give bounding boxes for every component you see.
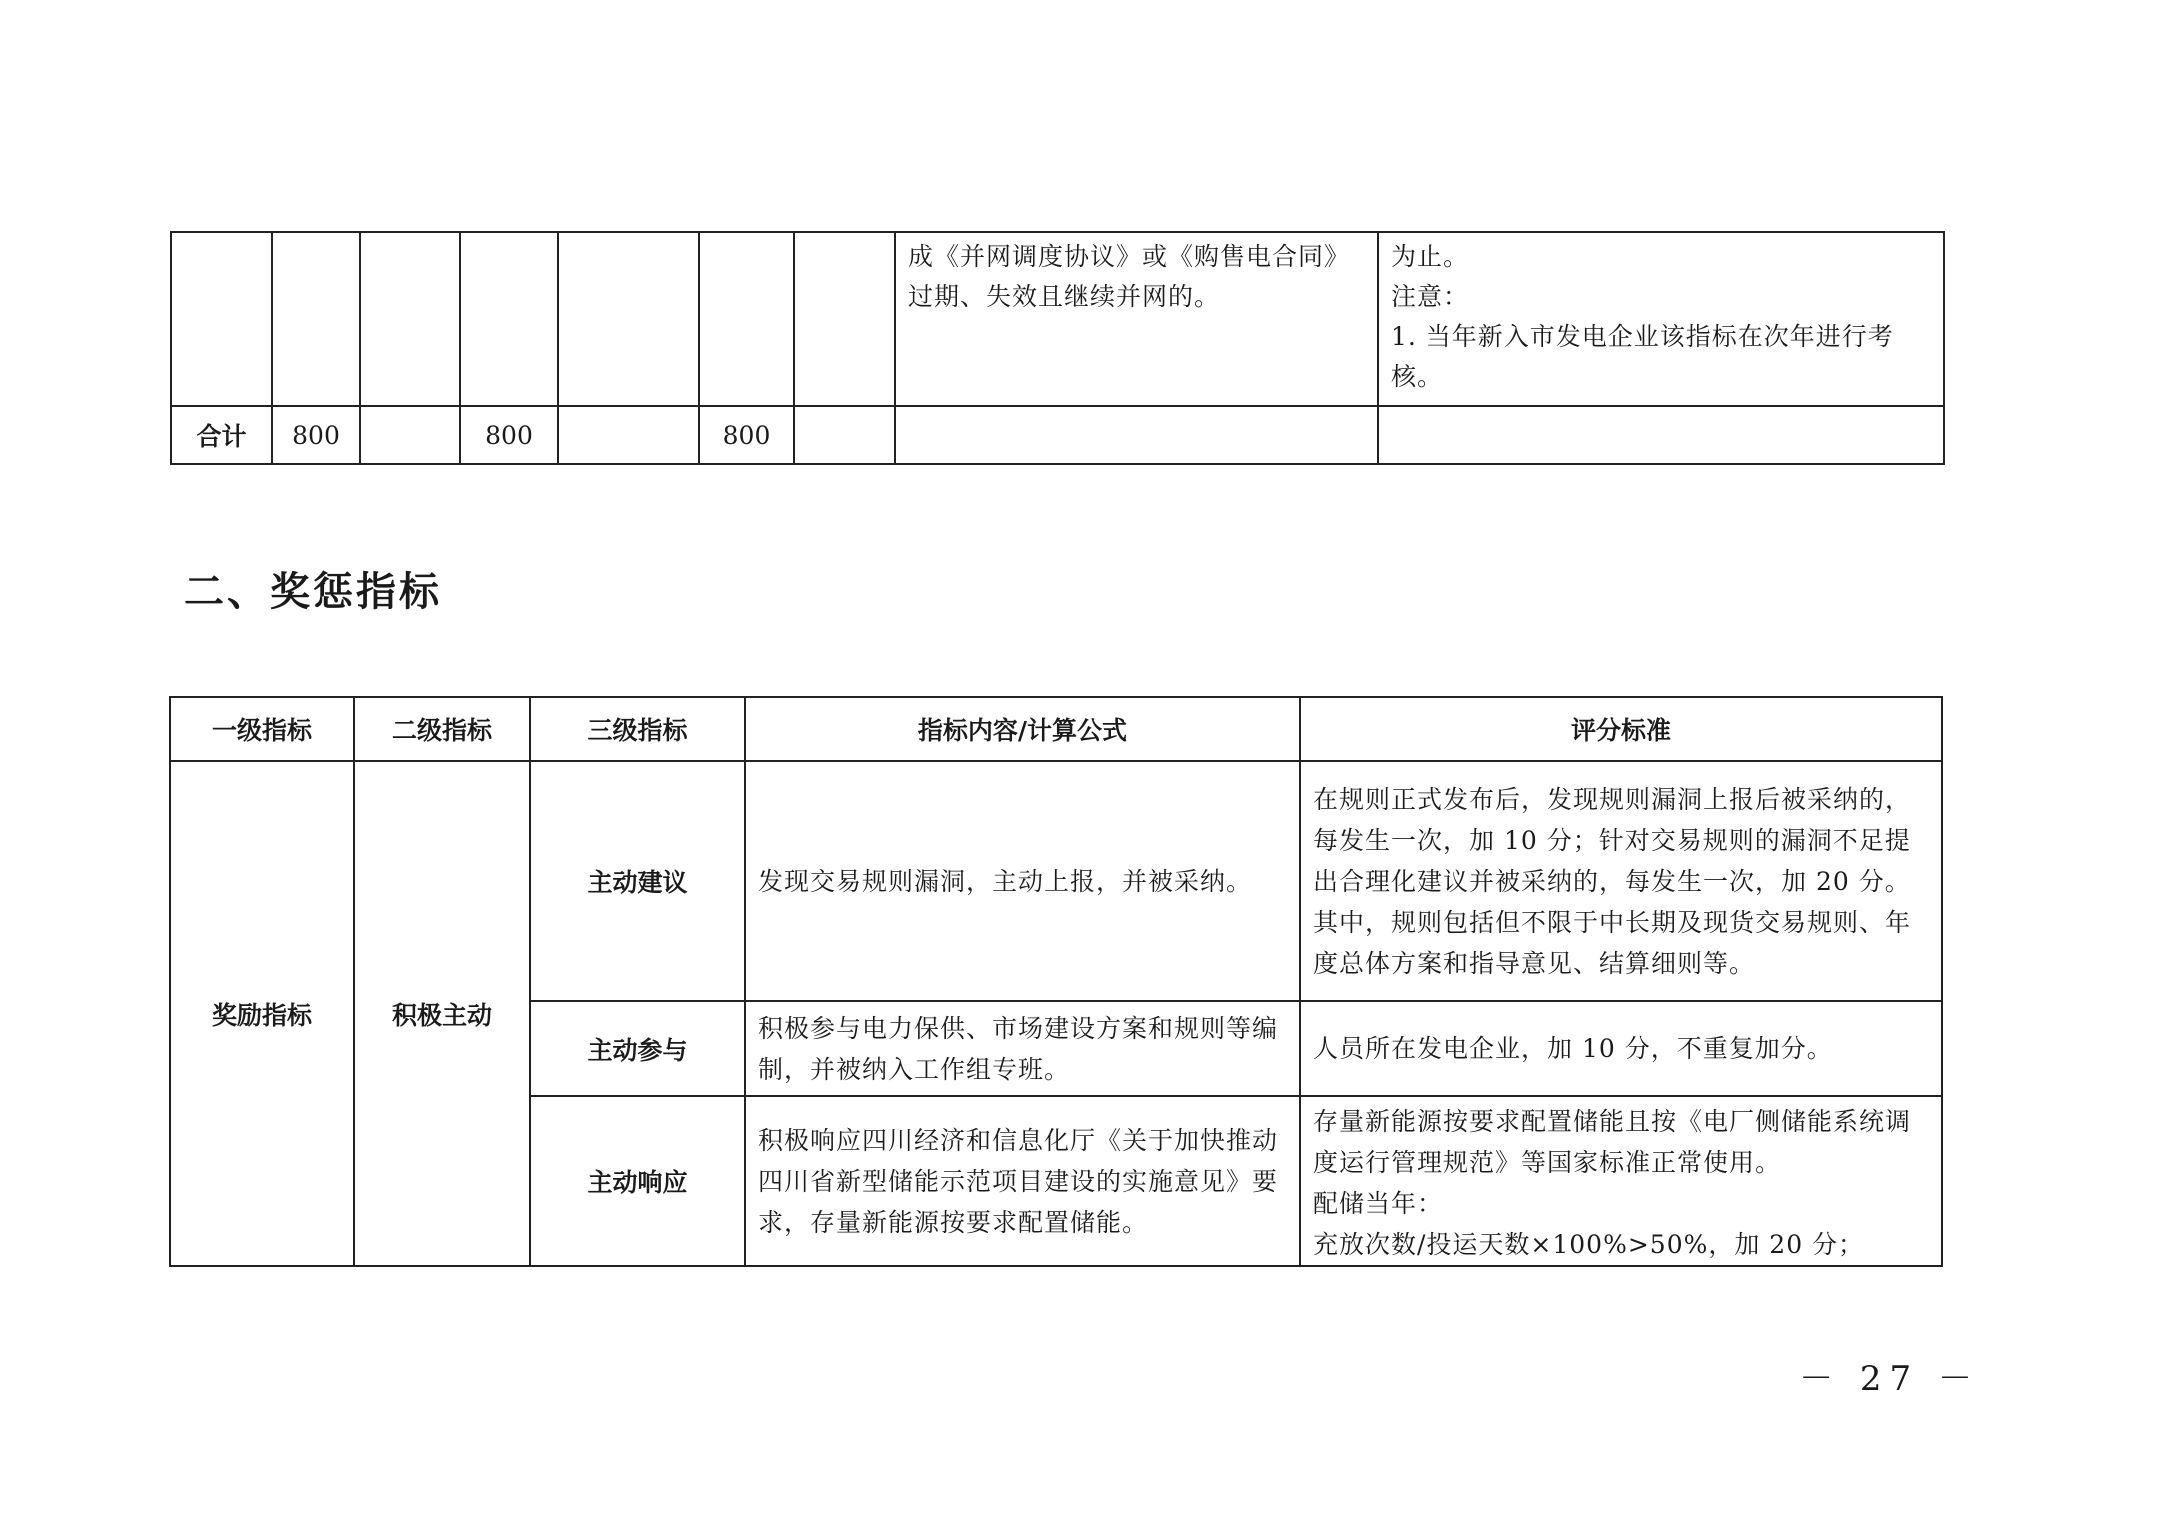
table-cell — [794, 232, 895, 406]
table-cell — [360, 406, 460, 464]
table-cell — [272, 232, 360, 406]
total-row — [171, 406, 1944, 464]
criteria-text: 在规则正式发布后，发现规则漏洞上报后被采纳的，每发生一次，加 10 分；针对交易规则的漏洞不足提出合理化建议并被采纳的，每发生一次，加 20 分。其中，规则包括但不限于中长期及现货交易规则、年度总体方案和指导意见、结算细则等。 — [1313, 784, 1912, 978]
scoring-table-continued — [170, 231, 1945, 465]
criteria-line: 注意： — [1391, 282, 1470, 311]
header-level1: 一级指标 — [170, 697, 354, 761]
table-cell — [1378, 406, 1944, 464]
table-cell — [558, 406, 699, 464]
formula-cell — [895, 232, 1378, 406]
header-criteria: 评分标准 — [1300, 697, 1942, 761]
criteria-cell — [1300, 761, 1942, 1001]
criteria-line: 1. 当年新入市发电企业该指标在次年进行考核。 — [1391, 322, 1894, 391]
formula-text: 成《并网调度协议》或《购售电合同》过期、失效且继续并网的。 — [908, 242, 1351, 311]
content-text: 发现交易规则漏洞，主动上报，并被采纳。 — [758, 866, 1253, 896]
content-cell — [745, 761, 1300, 1001]
total-label: 合计 — [171, 406, 272, 464]
criteria-line: 配储当年： — [1313, 1189, 1444, 1218]
header-level3: 三级指标 — [530, 697, 745, 761]
content-text: 积极参与电力保供、市场建设方案和规则等编制，并被纳入工作组专班。 — [758, 1013, 1279, 1084]
level3-cell: 主动响应 — [530, 1096, 745, 1266]
criteria-line: 为止。 — [1391, 242, 1470, 271]
criteria-line: 存量新能源按要求配置储能且按《电厂侧储能系统调度运行管理规范》等国家标准正常使用。 — [1313, 1107, 1912, 1177]
total-value: 800 — [272, 406, 360, 464]
content-text: 积极响应四川经济和信息化厅《关于加快推动四川省新型储能示范项目建设的实施意见》要求，存量新能源按要求配置储能。 — [758, 1125, 1279, 1237]
table-row — [170, 761, 1942, 1001]
header-level2: 二级指标 — [354, 697, 530, 761]
table-row — [171, 232, 1944, 406]
section-heading: 二、奖惩指标 — [184, 569, 442, 615]
criteria-cell — [1300, 1096, 1942, 1266]
criteria-text: 人员所在发电企业，加 10 分，不重复加分。 — [1313, 1034, 1833, 1063]
level3-cell: 主动参与 — [530, 1001, 745, 1096]
table-cell — [171, 232, 272, 406]
page-number: － 27 － — [1799, 1359, 1980, 1399]
content-cell — [745, 1001, 1300, 1096]
criteria-line: 充放次数/投运天数×100%>50%，加 20 分； — [1313, 1230, 1865, 1259]
level3-cell: 主动建议 — [530, 761, 745, 1001]
total-value: 800 — [460, 406, 558, 464]
level2-cell: 积极主动 — [354, 761, 530, 1266]
table-cell — [558, 232, 699, 406]
table-cell — [360, 232, 460, 406]
table-cell — [794, 406, 895, 464]
table-cell — [895, 406, 1378, 464]
table-cell — [699, 232, 794, 406]
reward-indicator-table — [169, 696, 1943, 1267]
criteria-cell — [1300, 1001, 1942, 1096]
level1-cell: 奖励指标 — [170, 761, 354, 1266]
header-content: 指标内容/计算公式 — [745, 697, 1300, 761]
total-value: 800 — [699, 406, 794, 464]
table-cell — [460, 232, 558, 406]
content-cell — [745, 1096, 1300, 1266]
table-header-row — [170, 697, 1942, 761]
criteria-cell — [1378, 232, 1944, 406]
